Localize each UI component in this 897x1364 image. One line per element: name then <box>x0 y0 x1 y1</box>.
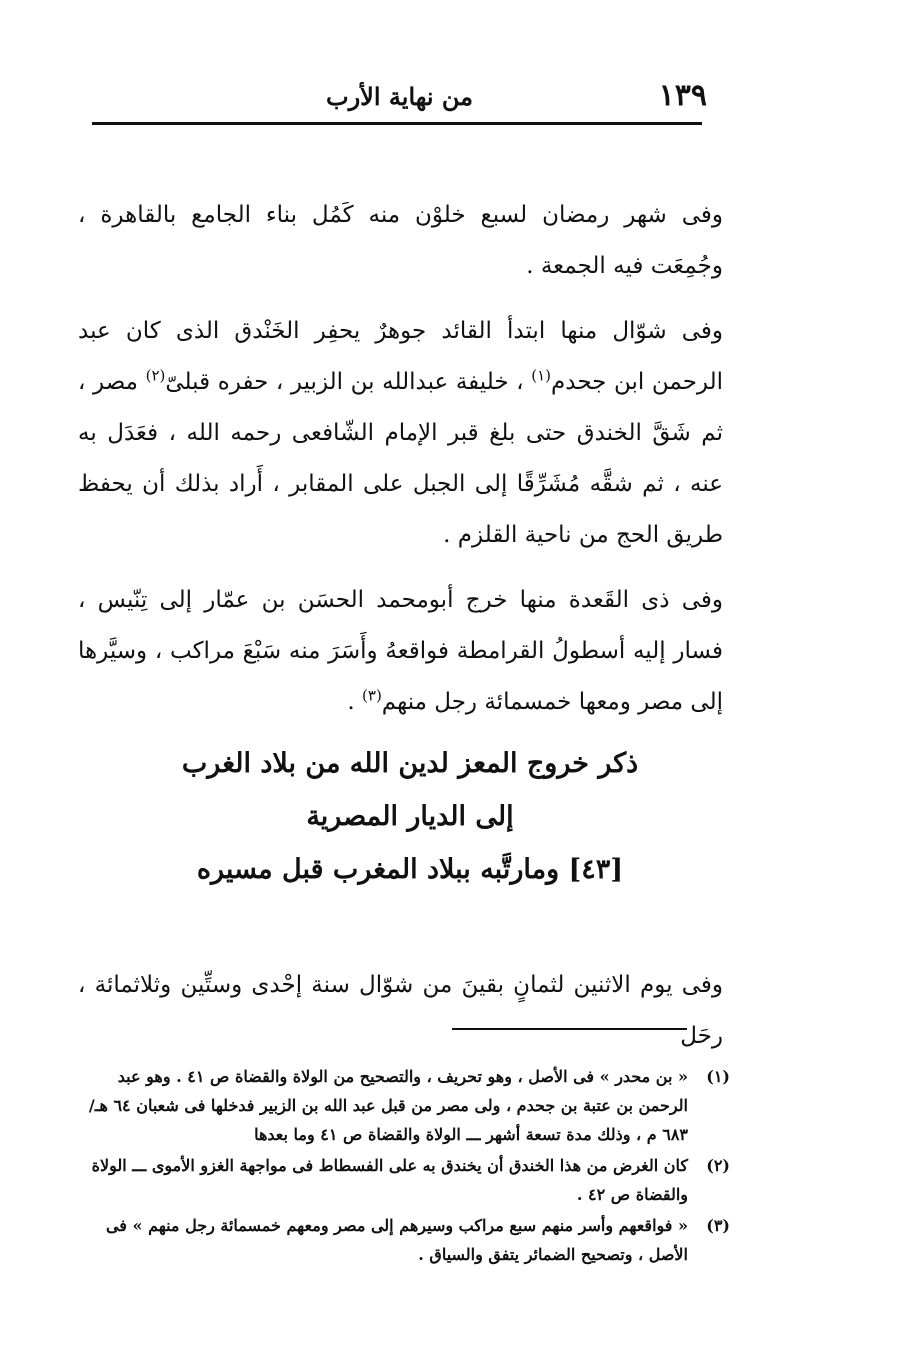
footnote-3 <box>86 1211 730 1269</box>
paragraph-3 <box>78 575 723 728</box>
footnote-2-text: كان الغرض من هذا الخندق أن يخندق به على الفسطاط فى مواجهة الغزو الأموى ـــ الولاة والقضاة ص ٤٢ . <box>91 1156 688 1204</box>
section-heading <box>100 737 720 896</box>
footnote-ref-3: (٣) <box>362 686 382 705</box>
running-header <box>92 78 707 122</box>
paragraph-2-part-b: ، خليفة عبدالله بن الزبير ، حفره قبلىّ <box>165 369 524 395</box>
paragraph-2-part-c: مصر ، ثم شَقَّ الخندق حتى بلغ قبر الإمام الشّافعى رحمه الله ، فعَدَل به عنه ، ثم شقَّه مُشَرِّقًا إلى الجبل على المقابر ، أَراد بذلك أن يحفظ طريق الحج من ناحية القلزم . <box>78 369 723 548</box>
header-rule <box>92 122 702 125</box>
footnote-3-text: « فواقعهم وأسر منهم سبع مراكب وسيرهم إلى مصر ومعهم خمسمائة رجل منهم » فى الأصل ، وتصحيح الضمائر يتفق والسياق . <box>105 1216 688 1264</box>
paragraph-2 <box>78 306 723 561</box>
paragraph-3-part-a: وفى ذى القَعدة منها خرج أبومحمد الحسَن بن عمّار إلى تِنّيس ، فسار إليه أسطولُ القرامطة فواقعهُ وأَسَرَ منه سَبْعَ مراكب ، وسيَّرها إلى مصر ومعها خمسمائة رجل منهم <box>78 587 723 715</box>
paragraph-3-part-b: . <box>347 689 355 715</box>
paragraph-1: وفى شهر رمضان لسبع خلوْن منه كَمُل بناء الجامع بالقاهرة ، وجُمِعَت فيه الجمعة . <box>78 202 723 279</box>
footnote-2 <box>86 1151 730 1209</box>
footnote-1 <box>86 1062 730 1149</box>
section-heading-line-3: [٤٣] ومارتَّبه ببلاد المغرب قبل مسيره <box>196 854 624 885</box>
footnote-ref-2: (٢) <box>145 366 166 385</box>
footnote-2-number: (٢) <box>706 1156 730 1175</box>
footnote-1-number: (١) <box>706 1067 730 1086</box>
section-heading-line-1: ذكر خروج المعز لدين الله من بلاد الغرب <box>181 748 639 779</box>
footnote-3-number: (٣) <box>706 1216 730 1235</box>
page-number: ١٣٩ <box>658 78 707 113</box>
section-heading-line-2: إلى الديار المصرية <box>306 801 514 832</box>
paragraph-2-part-a: وفى شوّال منها ابتدأ القائد جوهرٌ يحفِر الخَنْدق الذى كان عبد الرحمن ابن جحدم <box>78 318 723 395</box>
body-text <box>78 190 723 742</box>
paragraph-4: وفى يوم الاثنين لثمانٍ بقينَ من شوّال سنة إحْدى وستِّين وثلاثمائة ، رحَل <box>78 972 723 1049</box>
footnotes <box>86 1062 730 1271</box>
footnote-ref-1: (١) <box>531 366 551 385</box>
footnote-rule <box>452 1028 687 1030</box>
footnote-1-text: « بن محدر » فى الأصل ، وهو تحريف ، والتصحيح من الولاة والقضاة ص ٤١ . وهو عبد الرحمن بن عتبة بن جحدم ، ولى مصر من قبل عبد الله بن الزبير فدخلها فى شعبان ٦٤ هـ/٦٨٣ م ، وذلك مدة تسعة أشهر ـــ الولاة والقضاة ص ٤١ وما بعدها <box>88 1067 688 1144</box>
header-title: من نهاية الأرب <box>326 82 473 111</box>
